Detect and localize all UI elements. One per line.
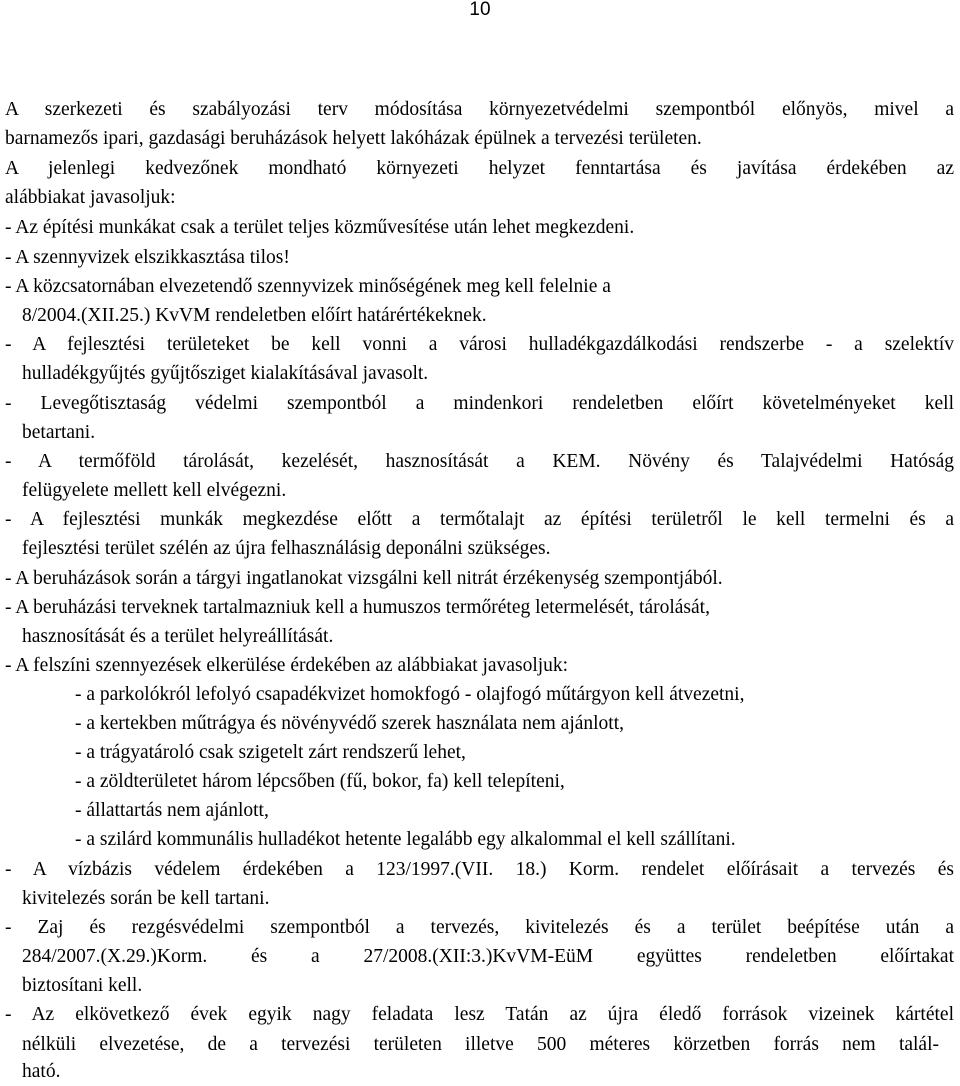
paragraph-line: A szerkezeti és szabályozási terv módosítása környezetvédelmi szempontból előnyös, mivel a: [5, 99, 954, 120]
list-item-line: - A fejlesztési területeket be kell vonni a városi hulladékgazdálkodási rendszerbe - a szelektív: [5, 334, 954, 355]
list-item-line: - A termőföld tárolását, kezelését, hasznosítását a KEM. Növény és Talajvédelmi Hatóság: [5, 451, 954, 472]
sub-list-item: - állattartás nem ajánlott,: [75, 800, 269, 821]
list-item-continuation: felügyelete mellett kell elvégezni.: [22, 480, 287, 501]
list-item-line: - A szennyvizek elszikkasztása tilos!: [5, 247, 290, 268]
list-item-line: - A fejlesztési munkák megkezdése előtt a termőtalajt az építési területről le kell termelni és a: [5, 509, 954, 530]
list-item-continuation: biztosítani kell.: [22, 975, 143, 996]
sub-list-item: - a kertekben műtrágya és növényvédő szerek használata nem ajánlott,: [75, 713, 625, 734]
list-item-continuation: betartani.: [22, 422, 96, 443]
paragraph-line: barnamezős ipari, gazdasági beruházások helyett lakóházak épülnek a tervezési területen.: [5, 128, 702, 149]
sub-list-item: - a zöldterületet három lépcsőben (fű, bokor, fa) kell telepíteni,: [75, 771, 565, 792]
list-item-continuation: ható.: [22, 1061, 61, 1082]
list-item-continuation: hasznosítását és a terület helyreállítását.: [22, 626, 334, 647]
list-item-line: - Zaj és rezgésvédelmi szempontból a tervezés, kivitelezés és a terület beépítése után a: [5, 917, 954, 938]
list-item-line: - A közcsatornában elvezetendő szennyvizek minőségének meg kell felelnie a: [5, 276, 611, 297]
list-item-continuation: 8/2004.(XII.25.) KvVM rendeletben előírt határértékeknek.: [22, 305, 487, 326]
list-item-line: - A beruházások során a tárgyi ingatlanokat vizsgálni kell nitrát érzékenység szempontjából.: [5, 568, 723, 589]
list-item-line: - A felszíni szennyezések elkerülése érdekében az alábbiakat javasoljuk:: [5, 655, 569, 676]
list-item-continuation: 284/2007.(X.29.)Korm. és a 27/2008.(XII:3.)KvVM-EüM együttes rendeletben előírtakat: [22, 946, 954, 967]
sub-list-item: - a parkolókról lefolyó csapadékvizet homokfogó - olajfogó műtárgyon kell átvezetni,: [75, 684, 745, 705]
list-item-line: - A vízbázis védelem érdekében a 123/1997.(VII. 18.) Korm. rendelet előírásait a tervezés és: [5, 859, 954, 880]
sub-list-item: - a trágyatároló csak szigetelt zárt rendszerű lehet,: [75, 742, 466, 763]
list-item-line: - Levegőtisztaság védelmi szempontból a mindenkori rendeletben előírt követelményeket kell: [5, 393, 954, 414]
list-item-line: - A beruházási terveknek tartalmazniuk kell a humuszos termőréteg letermelését, tárolását,: [5, 597, 710, 618]
list-item-continuation: kivitelezés során be kell tartani.: [22, 888, 270, 909]
paragraph-line: A jelenlegi kedvezőnek mondható környezeti helyzet fenntartása és javítása érdekében az: [5, 158, 954, 179]
sub-list-item: - a szilárd kommunális hulladékot hetente legalább egy alkalommal el kell szállítani.: [75, 829, 736, 850]
page-number: 10: [469, 0, 491, 20]
list-item-line: - Az elkövetkező évek egyik nagy feladata lesz Tatán az újra éledő források vizeinek kártétel: [5, 1004, 954, 1025]
list-item-line: - Az építési munkákat csak a terület teljes közművesítése után lehet megkezdeni.: [5, 217, 635, 238]
paragraph-line: alábbiakat javasoljuk:: [5, 187, 176, 208]
list-item-continuation: hulladékgyűjtés gyűjtősziget kialakításával javasolt.: [22, 363, 429, 384]
list-item-continuation: nélküli elvezetése, de a tervezési területen illetve 500 méteres körzetben forrás nem talál-: [22, 1034, 939, 1055]
list-item-continuation: fejlesztési terület szélén az újra felhasználásig deponálni szükséges.: [22, 538, 551, 559]
